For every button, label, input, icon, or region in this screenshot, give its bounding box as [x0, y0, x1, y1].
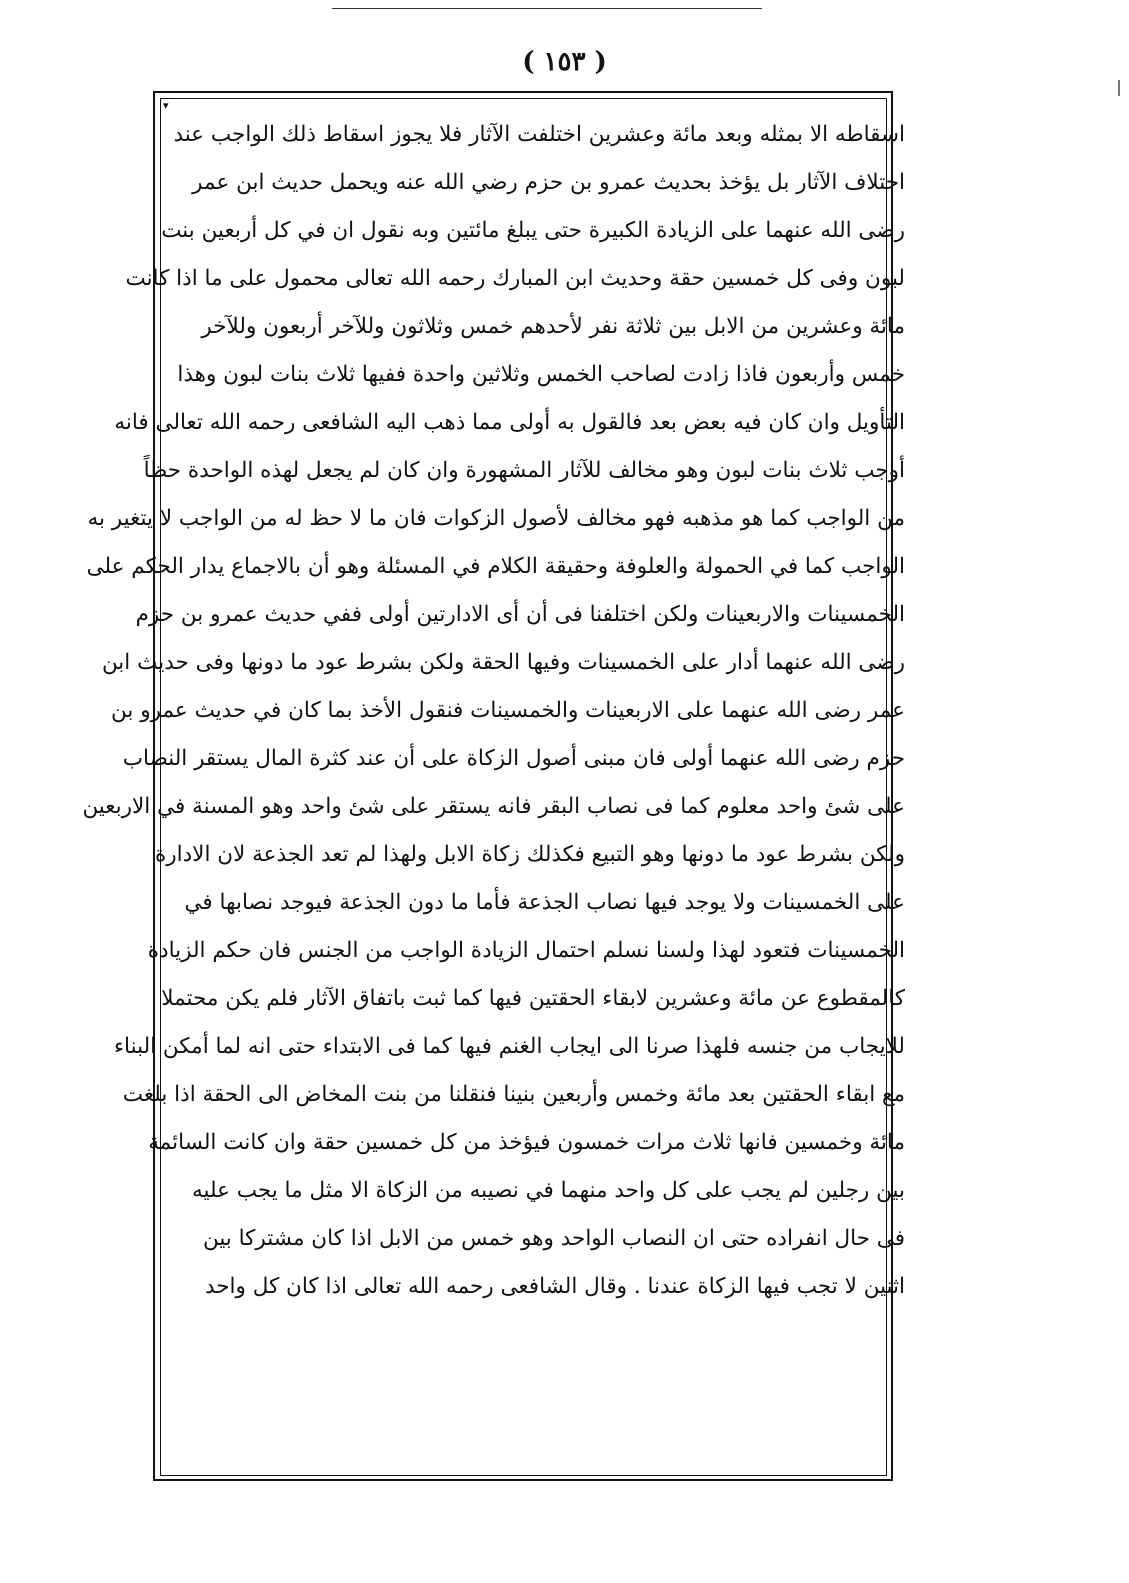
frame-corner-mark: ▾ — [163, 99, 169, 112]
text-line: اسقاطه الا بمثله وبعد مائة وعشرين اختلفت الآثار فلا يجوز اسقاط ذلك الواجب عند — [173, 122, 905, 147]
text-line: مائة وخمسين فانها ثلاث مرات خمسون فيؤخذ من كل خمسين حقة وان كانت السائمة — [148, 1130, 905, 1155]
text-line: ولكن بشرط عود ما دونها وهو التبيع فكذلك زكاة الابل ولهذا لم تعد الجذعة لان الادارة — [154, 842, 905, 867]
text-line: على شئ واحد معلوم كما فى نصاب البقر فانه يستقر على شئ واحد وهو المسنة في الاربعين — [82, 794, 905, 819]
text-line: التأويل وان كان فيه بعض بعد فالقول به أولى مما ذهب اليه الشافعى رحمه الله تعالى فانه — [114, 410, 905, 435]
text-line: مع ابقاء الحقتين بعد مائة وخمس وأربعين بنينا فنقلنا من بنت المخاض الى الحقة اذا بلغت — [122, 1082, 905, 1107]
text-line: بين رجلين لم يجب على كل واحد منهما في نصيبه من الزكاة الا مثل ما يجب عليه — [191, 1178, 905, 1203]
text-line: لبون وفى كل خمسين حقة وحديث ابن المبارك رحمه الله تعالى محمول على ما اذا كانت — [125, 266, 905, 291]
text-line: رضى الله عنهما على الزيادة الكبيرة حتى يبلغ مائتين وبه نقول ان في كل أربعين بنت — [161, 218, 905, 243]
top-rule — [332, 8, 762, 9]
text-line: الخمسينات والاربعينات ولكن اختلفنا فى أن أى الادارتين أولى ففي حديث عمرو بن حزم — [135, 602, 905, 627]
text-line: مائة وعشرين من الابل بين ثلاثة نفر لأحدهم خمس وثلاثون وللآخر أربعون وللآخر — [201, 314, 905, 339]
text-line: حزم رضى الله عنهما أولى فان مبنى أصول الزكاة على أن عند كثرة المال يستقر النصاب — [122, 746, 905, 771]
page-number: ( ١٥٣ ) — [522, 47, 607, 77]
text-line: فى حال انفراده حتى ان النصاب الواحد وهو خمس من الابل اذا كان مشتركا بين — [202, 1226, 905, 1251]
text-line: عمر رضى الله عنهما على الاربعينات والخمسينات فنقول الأخذ بما كان في حديث عمرو بن — [111, 698, 905, 723]
text-line: للايجاب من جنسه فلهذا صرنا الى ايجاب الغنم فيها كما فى الابتداء حتى انه لما أمكن البناء — [113, 1034, 905, 1059]
body-text — [82, 111, 905, 1473]
text-line: كالمقطوع عن مائة وعشرين لابقاء الحقتين فيها كما ثبت باتفاق الآثار فلم يكن محتملا — [161, 986, 905, 1011]
text-line: اختلاف الآثار بل يؤخذ بحديث عمرو بن حزم رضي الله عنه ويحمل حديث ابن عمر — [192, 170, 905, 195]
margin-mark — [1118, 80, 1120, 96]
text-line: أوجب ثلاث بنات لبون وهو مخالف للآثار المشهورة وان كان لم يجعل لهذه الواحدة حظاً — [143, 458, 905, 483]
text-line: الواجب كما في الحمولة والعلوفة وحقيقة الكلام في المسئلة وهو أن بالاجماع يدار الحكم على — [86, 554, 905, 579]
text-line: الخمسينات فتعود لهذا ولسنا نسلم احتمال الزيادة الواجب من الجنس فان حكم الزيادة — [147, 938, 905, 963]
text-line: من الواجب كما هو مذهبه فهو مخالف لأصول الزكوات فان ما لا حظ له من الواجب لا يتغير به — [87, 506, 905, 531]
text-line: رضى الله عنهما أدار على الخمسينات وفيها الحقة ولكن بشرط عود ما دونها وفى حديث ابن — [101, 650, 905, 675]
text-line: على الخمسينات ولا يوجد فيها نصاب الجذعة فأما ما دون الجذعة فيوجد نصابها في — [184, 890, 905, 915]
text-line: خمس وأربعون فاذا زادت لصاحب الخمس وثلاثين واحدة ففيها ثلاث بنات لبون وهذا — [177, 362, 905, 387]
text-line: اثنين لا تجب فيها الزكاة عندنا . وقال الشافعى رحمه الله تعالى اذا كان كل واحد — [204, 1274, 905, 1299]
